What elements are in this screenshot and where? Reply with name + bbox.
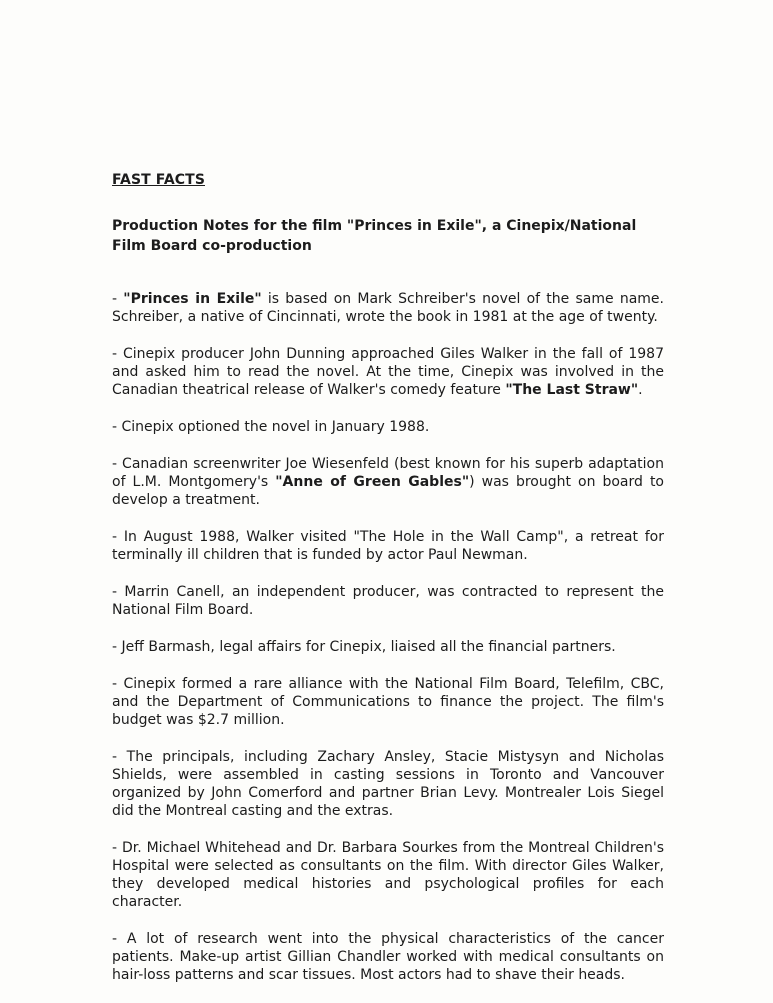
fact-paragraph	[112, 638, 664, 656]
fact-title-text: "Anne of Green Gables"	[275, 474, 470, 490]
fact-title-text: "The Last Straw"	[505, 382, 639, 398]
fact-text: - Cinepix producer John Dunning approached Giles Walker in the fall of 1987 and asked him to read the novel. At the time, Cinepix was involved in the Canadian theatrical release of Walker's comedy feature	[112, 346, 664, 398]
fact-paragraph	[112, 583, 664, 619]
fact-text: .	[638, 382, 643, 398]
fact-paragraph	[112, 675, 664, 729]
fact-title-text: "Princes in Exile"	[123, 291, 262, 307]
fact-paragraph	[112, 528, 664, 564]
fact-text: - Marrin Canell, an independent producer, was contracted to represent the National Film Board.	[112, 584, 664, 618]
document-page	[112, 172, 664, 1003]
fact-text: - Dr. Michael Whitehead and Dr. Barbara Sourkes from the Montreal Children's Hospital were selected as consultants on the film. With director Giles Walker, they developed medical histories and psychological profiles for each character.	[112, 840, 664, 910]
fact-paragraph	[112, 455, 664, 509]
fact-text: is based on Mark Schreiber's novel of the same name. Schreiber, a native of Cincinnati, wrote the book in 1981 at the age of twenty.	[112, 291, 664, 325]
fact-text: - Canadian screenwriter Joe Wiesenfeld (best known for his superb adaptation of L.M. Montgomery's	[112, 456, 664, 490]
document-heading: FAST FACTS	[112, 172, 205, 188]
fact-text: - Cinepix formed a rare alliance with the National Film Board, Telefilm, CBC, and the Department of Communications to finance the project. The film's budget was $2.7 million.	[112, 676, 664, 728]
fact-paragraph	[112, 345, 664, 399]
document-subtitle: Production Notes for the film "Princes in Exile", a Cinepix/National Film Board co-production	[112, 218, 637, 254]
fact-text: - Cinepix optioned the novel in January 1988.	[112, 419, 430, 435]
fact-paragraph	[112, 930, 664, 984]
fact-paragraph	[112, 290, 664, 326]
fact-paragraph	[112, 418, 664, 436]
fact-text: - The principals, including Zachary Ansley, Stacie Mistysyn and Nicholas Shields, were assembled in casting sessions in Toronto and Vancouver organized by John Comerford and partner Brian Levy. Montrealer Lois Siegel did the Montreal casting and the extras.	[112, 749, 664, 819]
fact-text: - In August 1988, Walker visited "The Hole in the Wall Camp", a retreat for terminally ill children that is funded by actor Paul Newman.	[112, 529, 664, 563]
fact-paragraph	[112, 839, 664, 911]
fact-list	[112, 290, 664, 984]
fact-text: - Jeff Barmash, legal affairs for Cinepix, liaised all the financial partners.	[112, 639, 616, 655]
fact-paragraph	[112, 748, 664, 820]
fact-text: ) was brought on board to develop a treatment.	[112, 474, 664, 508]
fact-text: - A lot of research went into the physical characteristics of the cancer patients. Make-up artist Gillian Chandler worked with medical consultants on hair-loss patterns and scar tissues. Most actors had to shave their heads.	[112, 931, 664, 983]
fact-text: -	[112, 291, 124, 307]
